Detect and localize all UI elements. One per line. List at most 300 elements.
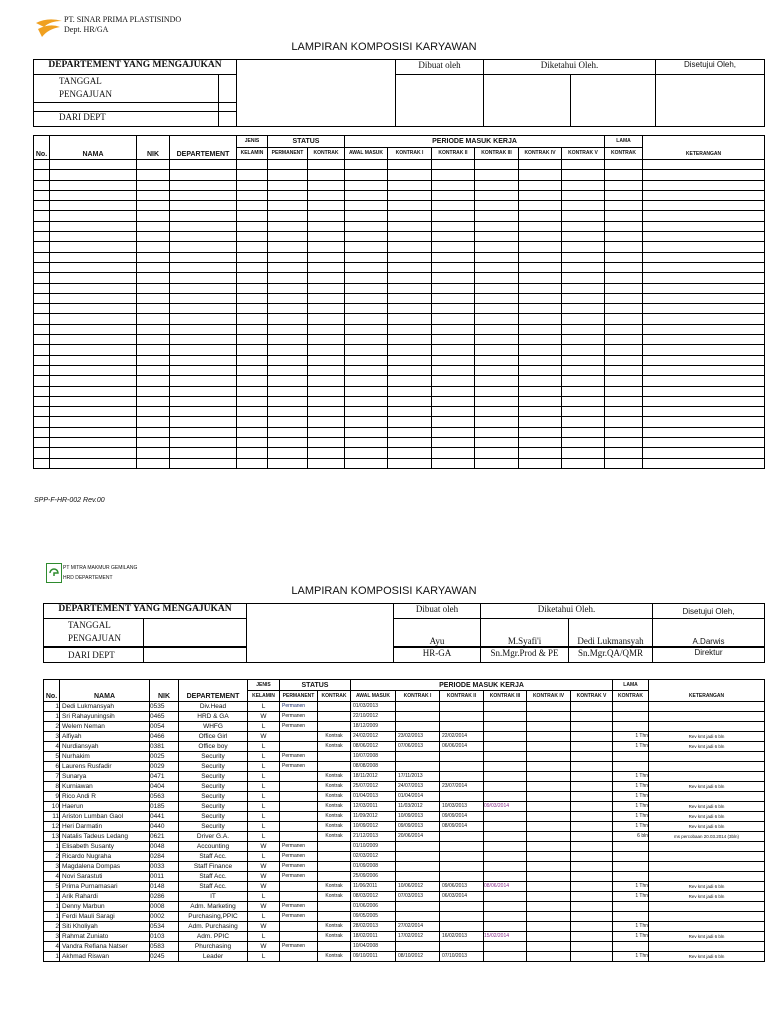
blank-cell[interactable] xyxy=(388,221,432,231)
blank-cell[interactable] xyxy=(345,283,388,293)
blank-cell[interactable] xyxy=(50,232,137,242)
blank-cell[interactable] xyxy=(268,283,308,293)
blank-cell[interactable] xyxy=(170,304,237,314)
blank-cell[interactable] xyxy=(475,314,519,324)
blank-cell[interactable] xyxy=(170,180,237,190)
blank-cell[interactable] xyxy=(345,458,388,468)
blank-cell[interactable] xyxy=(34,304,50,314)
blank-cell[interactable] xyxy=(643,324,765,334)
blank-cell[interactable] xyxy=(562,396,605,406)
blank-cell[interactable] xyxy=(50,170,137,180)
blank-cell[interactable] xyxy=(475,324,519,334)
blank-cell[interactable] xyxy=(432,407,475,417)
blank-cell[interactable] xyxy=(388,438,432,448)
blank-cell[interactable] xyxy=(475,335,519,345)
blank-cell[interactable] xyxy=(268,386,308,396)
blank-cell[interactable] xyxy=(432,221,475,231)
blank-cell[interactable] xyxy=(432,232,475,242)
blank-cell[interactable] xyxy=(34,396,50,406)
blank-cell[interactable] xyxy=(237,345,268,355)
blank-cell[interactable] xyxy=(268,407,308,417)
blank-cell[interactable] xyxy=(50,417,137,427)
blank-cell[interactable] xyxy=(237,201,268,211)
blank-cell[interactable] xyxy=(170,211,237,221)
blank-cell[interactable] xyxy=(605,221,643,231)
blank-cell[interactable] xyxy=(345,190,388,200)
blank-cell[interactable] xyxy=(50,365,137,375)
blank-cell[interactable] xyxy=(237,458,268,468)
blank-cell[interactable] xyxy=(605,304,643,314)
blank-cell[interactable] xyxy=(34,180,50,190)
blank-cell[interactable] xyxy=(643,407,765,417)
blank-cell[interactable] xyxy=(432,160,475,170)
blank-cell[interactable] xyxy=(50,273,137,283)
blank-cell[interactable] xyxy=(388,417,432,427)
blank-cell[interactable] xyxy=(388,190,432,200)
blank-cell[interactable] xyxy=(50,324,137,334)
blank-cell[interactable] xyxy=(605,345,643,355)
blank-cell[interactable] xyxy=(34,221,50,231)
blank-cell[interactable] xyxy=(605,242,643,252)
blank-cell[interactable] xyxy=(268,345,308,355)
blank-cell[interactable] xyxy=(388,365,432,375)
blank-cell[interactable] xyxy=(388,170,432,180)
blank-cell[interactable] xyxy=(605,335,643,345)
blank-cell[interactable] xyxy=(475,448,519,458)
blank-cell[interactable] xyxy=(170,221,237,231)
blank-cell[interactable] xyxy=(643,262,765,272)
blank-cell[interactable] xyxy=(519,438,562,448)
blank-cell[interactable] xyxy=(643,345,765,355)
dari-dept-field[interactable] xyxy=(219,112,237,127)
blank-cell[interactable] xyxy=(643,242,765,252)
blank-cell[interactable] xyxy=(50,252,137,262)
blank-cell[interactable] xyxy=(432,438,475,448)
blank-cell[interactable] xyxy=(237,211,268,221)
blank-cell[interactable] xyxy=(237,355,268,365)
blank-cell[interactable] xyxy=(50,190,137,200)
sign-box-1[interactable] xyxy=(396,75,484,127)
blank-cell[interactable] xyxy=(432,314,475,324)
blank-cell[interactable] xyxy=(345,427,388,437)
blank-cell[interactable] xyxy=(137,160,170,170)
blank-cell[interactable] xyxy=(562,262,605,272)
blank-cell[interactable] xyxy=(643,170,765,180)
blank-cell[interactable] xyxy=(268,438,308,448)
blank-cell[interactable] xyxy=(50,180,137,190)
blank-cell[interactable] xyxy=(237,180,268,190)
blank-cell[interactable] xyxy=(388,262,432,272)
blank-cell[interactable] xyxy=(345,417,388,427)
blank-cell[interactable] xyxy=(643,427,765,437)
blank-cell[interactable] xyxy=(605,417,643,427)
blank-cell[interactable] xyxy=(605,293,643,303)
blank-cell[interactable] xyxy=(137,273,170,283)
blank-cell[interactable] xyxy=(308,160,345,170)
blank-cell[interactable] xyxy=(643,458,765,468)
blank-cell[interactable] xyxy=(308,427,345,437)
blank-cell[interactable] xyxy=(268,448,308,458)
blank-cell[interactable] xyxy=(237,324,268,334)
blank-cell[interactable] xyxy=(475,242,519,252)
blank-cell[interactable] xyxy=(605,427,643,437)
blank-cell[interactable] xyxy=(562,190,605,200)
blank-cell[interactable] xyxy=(170,293,237,303)
blank-cell[interactable] xyxy=(345,448,388,458)
blank-cell[interactable] xyxy=(643,190,765,200)
blank-cell[interactable] xyxy=(345,170,388,180)
blank-cell[interactable] xyxy=(605,324,643,334)
blank-cell[interactable] xyxy=(519,201,562,211)
blank-cell[interactable] xyxy=(50,262,137,272)
blank-cell[interactable] xyxy=(308,262,345,272)
blank-cell[interactable] xyxy=(562,324,605,334)
blank-cell[interactable] xyxy=(345,180,388,190)
blank-cell[interactable] xyxy=(34,160,50,170)
blank-cell[interactable] xyxy=(388,345,432,355)
blank-cell[interactable] xyxy=(137,190,170,200)
blank-cell[interactable] xyxy=(268,211,308,221)
blank-cell[interactable] xyxy=(50,386,137,396)
blank-cell[interactable] xyxy=(432,190,475,200)
blank-cell[interactable] xyxy=(519,221,562,231)
blank-cell[interactable] xyxy=(562,304,605,314)
blank-cell[interactable] xyxy=(170,396,237,406)
blank-cell[interactable] xyxy=(170,427,237,437)
blank-cell[interactable] xyxy=(237,335,268,345)
blank-cell[interactable] xyxy=(643,396,765,406)
blank-cell[interactable] xyxy=(34,355,50,365)
blank-cell[interactable] xyxy=(562,252,605,262)
blank-cell[interactable] xyxy=(475,458,519,468)
blank-cell[interactable] xyxy=(50,211,137,221)
blank-cell[interactable] xyxy=(519,448,562,458)
blank-cell[interactable] xyxy=(268,242,308,252)
blank-cell[interactable] xyxy=(475,211,519,221)
blank-cell[interactable] xyxy=(605,396,643,406)
blank-cell[interactable] xyxy=(475,201,519,211)
blank-cell[interactable] xyxy=(562,293,605,303)
blank-cell[interactable] xyxy=(34,273,50,283)
blank-cell[interactable] xyxy=(50,283,137,293)
blank-cell[interactable] xyxy=(170,345,237,355)
blank-cell[interactable] xyxy=(268,304,308,314)
blank-cell[interactable] xyxy=(519,283,562,293)
blank-cell[interactable] xyxy=(50,335,137,345)
blank-cell[interactable] xyxy=(475,376,519,386)
blank-cell[interactable] xyxy=(562,221,605,231)
blank-cell[interactable] xyxy=(237,283,268,293)
blank-cell[interactable] xyxy=(137,345,170,355)
blank-cell[interactable] xyxy=(237,262,268,272)
blank-cell[interactable] xyxy=(388,211,432,221)
blank-cell[interactable] xyxy=(268,273,308,283)
blank-cell[interactable] xyxy=(268,190,308,200)
blank-cell[interactable] xyxy=(308,293,345,303)
blank-cell[interactable] xyxy=(345,211,388,221)
blank-cell[interactable] xyxy=(137,180,170,190)
blank-cell[interactable] xyxy=(170,201,237,211)
blank-cell[interactable] xyxy=(308,273,345,283)
blank-cell[interactable] xyxy=(345,242,388,252)
blank-cell[interactable] xyxy=(170,417,237,427)
blank-cell[interactable] xyxy=(605,273,643,283)
blank-cell[interactable] xyxy=(388,407,432,417)
blank-cell[interactable] xyxy=(308,396,345,406)
blank-cell[interactable] xyxy=(388,448,432,458)
blank-cell[interactable] xyxy=(519,355,562,365)
blank-cell[interactable] xyxy=(432,242,475,252)
blank-cell[interactable] xyxy=(237,232,268,242)
blank-cell[interactable] xyxy=(388,160,432,170)
blank-cell[interactable] xyxy=(50,201,137,211)
blank-cell[interactable] xyxy=(475,365,519,375)
blank-cell[interactable] xyxy=(388,201,432,211)
blank-cell[interactable] xyxy=(137,293,170,303)
blank-cell[interactable] xyxy=(643,365,765,375)
blank-cell[interactable] xyxy=(605,232,643,242)
blank-cell[interactable] xyxy=(237,448,268,458)
blank-cell[interactable] xyxy=(268,201,308,211)
blank-cell[interactable] xyxy=(237,242,268,252)
blank-cell[interactable] xyxy=(475,386,519,396)
blank-cell[interactable] xyxy=(268,417,308,427)
blank-cell[interactable] xyxy=(237,396,268,406)
blank-cell[interactable] xyxy=(308,376,345,386)
blank-cell[interactable] xyxy=(170,273,237,283)
blank-cell[interactable] xyxy=(475,262,519,272)
blank-cell[interactable] xyxy=(562,335,605,345)
blank-cell[interactable] xyxy=(34,262,50,272)
blank-cell[interactable] xyxy=(643,221,765,231)
blank-cell[interactable] xyxy=(519,262,562,272)
blank-cell[interactable] xyxy=(562,201,605,211)
blank-cell[interactable] xyxy=(562,376,605,386)
blank-cell[interactable] xyxy=(345,252,388,262)
blank-cell[interactable] xyxy=(388,304,432,314)
blank-cell[interactable] xyxy=(432,170,475,180)
blank-cell[interactable] xyxy=(388,324,432,334)
blank-cell[interactable] xyxy=(137,396,170,406)
blank-cell[interactable] xyxy=(137,386,170,396)
blank-cell[interactable] xyxy=(562,438,605,448)
blank-cell[interactable] xyxy=(170,314,237,324)
blank-cell[interactable] xyxy=(50,427,137,437)
blank-cell[interactable] xyxy=(308,458,345,468)
blank-cell[interactable] xyxy=(519,345,562,355)
blank-cell[interactable] xyxy=(308,221,345,231)
blank-cell[interactable] xyxy=(34,201,50,211)
blank-cell[interactable] xyxy=(170,252,237,262)
blank-cell[interactable] xyxy=(308,283,345,293)
tanggal-field-2[interactable] xyxy=(144,619,247,647)
blank-cell[interactable] xyxy=(605,314,643,324)
blank-cell[interactable] xyxy=(475,304,519,314)
blank-cell[interactable] xyxy=(475,273,519,283)
blank-cell[interactable] xyxy=(432,417,475,427)
blank-cell[interactable] xyxy=(137,262,170,272)
blank-cell[interactable] xyxy=(643,304,765,314)
blank-cell[interactable] xyxy=(50,458,137,468)
blank-cell[interactable] xyxy=(643,201,765,211)
blank-cell[interactable] xyxy=(388,458,432,468)
blank-cell[interactable] xyxy=(50,221,137,231)
blank-cell[interactable] xyxy=(643,386,765,396)
blank-cell[interactable] xyxy=(50,376,137,386)
blank-cell[interactable] xyxy=(432,252,475,262)
blank-cell[interactable] xyxy=(34,190,50,200)
blank-cell[interactable] xyxy=(605,376,643,386)
blank-cell[interactable] xyxy=(34,407,50,417)
blank-cell[interactable] xyxy=(562,273,605,283)
blank-cell[interactable] xyxy=(137,201,170,211)
blank-cell[interactable] xyxy=(432,211,475,221)
blank-cell[interactable] xyxy=(308,201,345,211)
blank-cell[interactable] xyxy=(519,335,562,345)
blank-cell[interactable] xyxy=(345,386,388,396)
blank-cell[interactable] xyxy=(432,262,475,272)
blank-cell[interactable] xyxy=(562,160,605,170)
blank-cell[interactable] xyxy=(50,438,137,448)
blank-cell[interactable] xyxy=(432,304,475,314)
tanggal-field[interactable] xyxy=(219,75,237,103)
blank-cell[interactable] xyxy=(562,345,605,355)
blank-cell[interactable] xyxy=(170,386,237,396)
blank-cell[interactable] xyxy=(137,232,170,242)
blank-cell[interactable] xyxy=(237,293,268,303)
blank-cell[interactable] xyxy=(605,252,643,262)
blank-cell[interactable] xyxy=(34,365,50,375)
blank-cell[interactable] xyxy=(34,170,50,180)
blank-cell[interactable] xyxy=(475,221,519,231)
blank-cell[interactable] xyxy=(432,345,475,355)
blank-cell[interactable] xyxy=(268,232,308,242)
blank-cell[interactable] xyxy=(519,386,562,396)
blank-cell[interactable] xyxy=(268,180,308,190)
blank-cell[interactable] xyxy=(237,376,268,386)
blank-cell[interactable] xyxy=(268,262,308,272)
blank-cell[interactable] xyxy=(388,180,432,190)
blank-cell[interactable] xyxy=(137,335,170,345)
blank-cell[interactable] xyxy=(308,407,345,417)
blank-cell[interactable] xyxy=(432,324,475,334)
blank-cell[interactable] xyxy=(605,365,643,375)
blank-cell[interactable] xyxy=(605,355,643,365)
blank-cell[interactable] xyxy=(237,273,268,283)
blank-cell[interactable] xyxy=(50,345,137,355)
blank-cell[interactable] xyxy=(643,355,765,365)
blank-cell[interactable] xyxy=(519,407,562,417)
blank-cell[interactable] xyxy=(605,201,643,211)
blank-cell[interactable] xyxy=(237,160,268,170)
blank-cell[interactable] xyxy=(345,355,388,365)
blank-cell[interactable] xyxy=(562,427,605,437)
blank-cell[interactable] xyxy=(308,365,345,375)
blank-cell[interactable] xyxy=(432,386,475,396)
blank-cell[interactable] xyxy=(519,376,562,386)
blank-cell[interactable] xyxy=(562,232,605,242)
blank-cell[interactable] xyxy=(34,283,50,293)
blank-cell[interactable] xyxy=(388,232,432,242)
blank-cell[interactable] xyxy=(170,190,237,200)
blank-cell[interactable] xyxy=(643,273,765,283)
blank-cell[interactable] xyxy=(170,438,237,448)
blank-cell[interactable] xyxy=(519,273,562,283)
blank-cell[interactable] xyxy=(137,170,170,180)
blank-cell[interactable] xyxy=(562,180,605,190)
blank-cell[interactable] xyxy=(50,314,137,324)
blank-cell[interactable] xyxy=(519,252,562,262)
blank-cell[interactable] xyxy=(268,355,308,365)
blank-cell[interactable] xyxy=(237,190,268,200)
blank-cell[interactable] xyxy=(170,232,237,242)
blank-cell[interactable] xyxy=(432,180,475,190)
blank-cell[interactable] xyxy=(137,407,170,417)
blank-cell[interactable] xyxy=(432,201,475,211)
blank-cell[interactable] xyxy=(268,376,308,386)
blank-cell[interactable] xyxy=(170,262,237,272)
blank-cell[interactable] xyxy=(562,211,605,221)
blank-cell[interactable] xyxy=(34,417,50,427)
blank-cell[interactable] xyxy=(345,396,388,406)
blank-cell[interactable] xyxy=(432,427,475,437)
blank-cell[interactable] xyxy=(170,355,237,365)
blank-cell[interactable] xyxy=(137,242,170,252)
blank-cell[interactable] xyxy=(34,458,50,468)
blank-cell[interactable] xyxy=(268,365,308,375)
blank-cell[interactable] xyxy=(50,160,137,170)
blank-cell[interactable] xyxy=(170,283,237,293)
blank-cell[interactable] xyxy=(308,252,345,262)
blank-cell[interactable] xyxy=(643,160,765,170)
blank-cell[interactable] xyxy=(562,386,605,396)
blank-cell[interactable] xyxy=(643,417,765,427)
blank-cell[interactable] xyxy=(345,160,388,170)
blank-cell[interactable] xyxy=(50,293,137,303)
blank-cell[interactable] xyxy=(268,458,308,468)
blank-cell[interactable] xyxy=(562,283,605,293)
blank-cell[interactable] xyxy=(475,407,519,417)
blank-cell[interactable] xyxy=(170,365,237,375)
blank-cell[interactable] xyxy=(237,407,268,417)
blank-cell[interactable] xyxy=(345,345,388,355)
blank-cell[interactable] xyxy=(605,458,643,468)
blank-cell[interactable] xyxy=(137,221,170,231)
blank-cell[interactable] xyxy=(34,345,50,355)
blank-cell[interactable] xyxy=(388,386,432,396)
blank-cell[interactable] xyxy=(137,458,170,468)
blank-cell[interactable] xyxy=(519,242,562,252)
blank-cell[interactable] xyxy=(475,355,519,365)
blank-cell[interactable] xyxy=(137,211,170,221)
blank-cell[interactable] xyxy=(268,160,308,170)
blank-cell[interactable] xyxy=(268,324,308,334)
blank-cell[interactable] xyxy=(519,324,562,334)
blank-cell[interactable] xyxy=(268,221,308,231)
dept-field[interactable] xyxy=(237,60,396,127)
blank-cell[interactable] xyxy=(137,355,170,365)
blank-cell[interactable] xyxy=(388,355,432,365)
blank-cell[interactable] xyxy=(237,386,268,396)
blank-cell[interactable] xyxy=(475,252,519,262)
blank-cell[interactable] xyxy=(605,262,643,272)
blank-cell[interactable] xyxy=(643,283,765,293)
blank-cell[interactable] xyxy=(170,170,237,180)
blank-cell[interactable] xyxy=(562,458,605,468)
blank-cell[interactable] xyxy=(562,365,605,375)
blank-cell[interactable] xyxy=(475,170,519,180)
blank-cell[interactable] xyxy=(605,438,643,448)
